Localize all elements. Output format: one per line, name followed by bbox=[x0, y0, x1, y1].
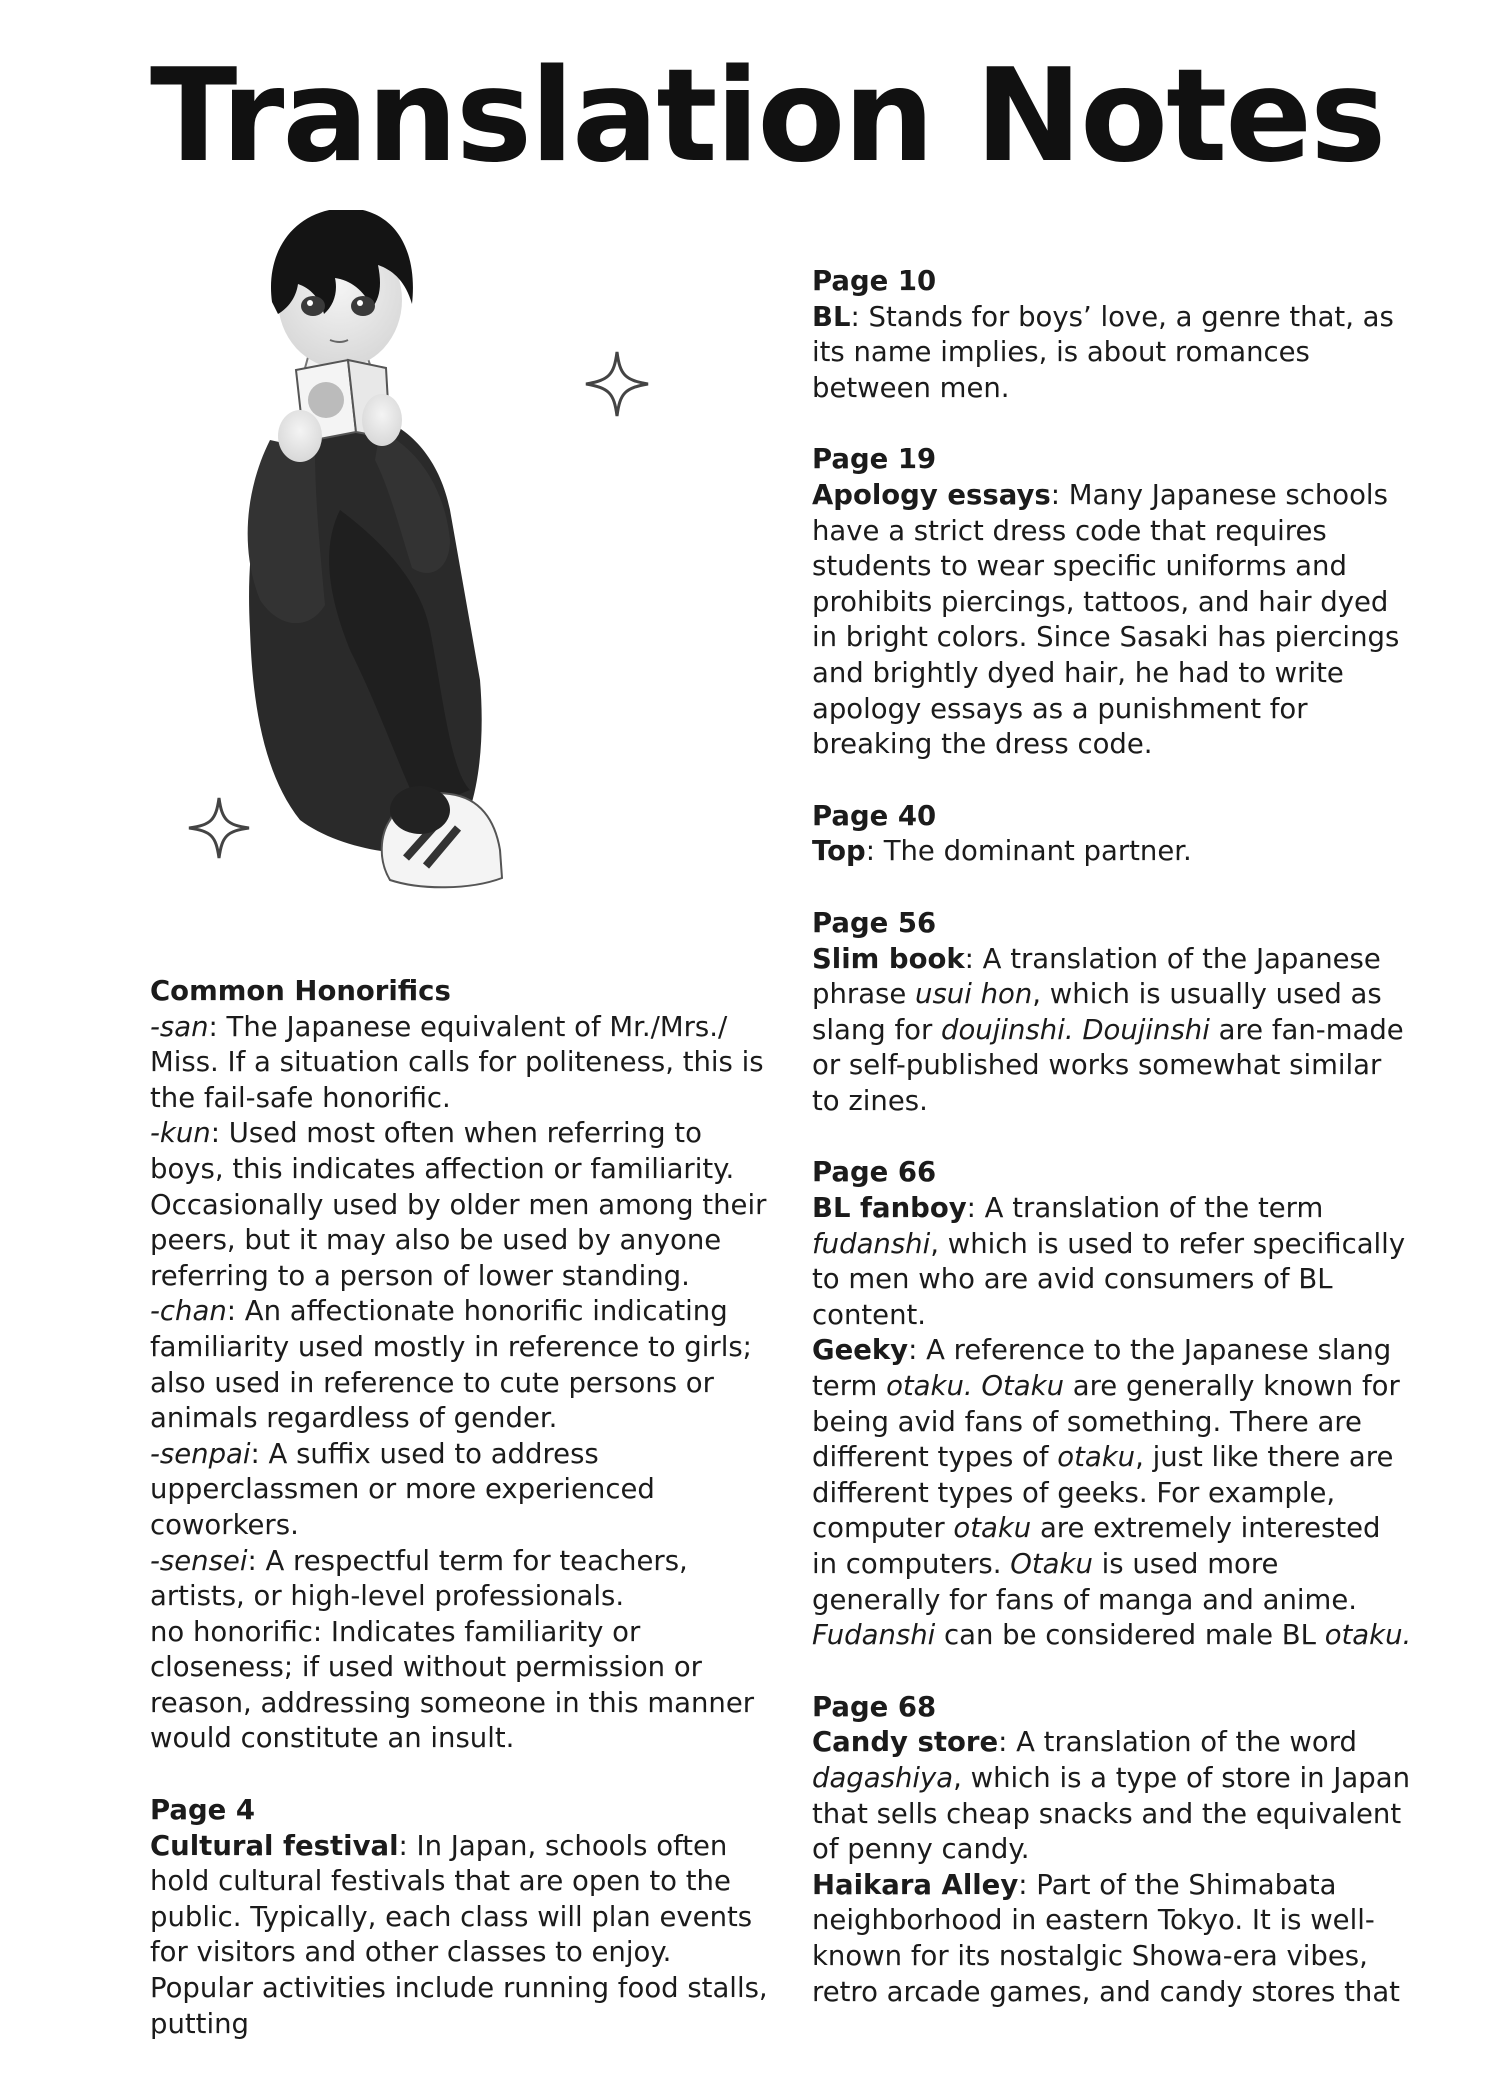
text-run: : Part of the Shimabata neighborhood in eastern Tokyo. It is well-known for its nostalgic Showa-era vibes, retro arcade games, and candy stores that bbox=[812, 1868, 1400, 2008]
text-run: : The dominant partner. bbox=[865, 835, 1192, 868]
text-run: is used more generally for fans of manga and anime. bbox=[812, 1548, 1357, 1616]
term: Haikara Alley bbox=[812, 1868, 1019, 1901]
term: BL fanboy bbox=[812, 1192, 967, 1225]
text-run: : A respectful term for teachers, artists, or high-level professionals. bbox=[150, 1544, 688, 1613]
text-run: , just like there are different types of geeks. For example, computer bbox=[812, 1441, 1394, 1545]
text-run: : A translation of the word bbox=[998, 1726, 1358, 1759]
term: Candy store bbox=[812, 1726, 999, 1759]
term: Top bbox=[812, 835, 866, 868]
note-section bbox=[812, 1690, 1412, 2010]
section-heading: Page 68 bbox=[812, 1690, 937, 1723]
text-run: are generally known for being avid fans of something. There are different types of bbox=[812, 1370, 1400, 1474]
italic-text: otaku. bbox=[1324, 1619, 1412, 1652]
note-entry bbox=[812, 478, 1412, 763]
note-entry bbox=[812, 1333, 1412, 1653]
italic-text: Fudanshi bbox=[812, 1619, 936, 1652]
note-entry bbox=[812, 1725, 1412, 1867]
section-heading: Common Honorifics bbox=[150, 975, 451, 1007]
note-section bbox=[812, 906, 1412, 1120]
text-run: no honorific: Indicates familiarity or closeness; if used without permission or reason, addressing someone in this manner would constitute an insult. bbox=[150, 1615, 755, 1755]
note-section bbox=[812, 799, 1412, 870]
text-run: can be considered male BL bbox=[935, 1619, 1325, 1652]
italic-text: Otaku bbox=[1010, 1548, 1093, 1580]
left-column bbox=[150, 974, 770, 2078]
text-run: : A translation of the Japanese phrase bbox=[812, 942, 1381, 1011]
note-entry bbox=[812, 1191, 1412, 1333]
term: BL bbox=[812, 300, 851, 333]
text-run: : Stands for boys’ love, a genre that, as its name implies, is about romances between men. bbox=[812, 300, 1394, 404]
note-entry bbox=[812, 834, 1412, 870]
section-heading: Page 66 bbox=[812, 1156, 937, 1189]
note-entry bbox=[812, 942, 1412, 1120]
text-run: : A translation of the term bbox=[966, 1192, 1324, 1225]
note-section bbox=[812, 264, 1412, 406]
italic-text: doujinshi. Doujinshi bbox=[941, 1013, 1210, 1046]
note-entry bbox=[150, 1294, 770, 1436]
text-run: : An affectionate honorific indicating familiarity used mostly in reference to girls; also used in reference to cute persons or animals regardless of gender. bbox=[150, 1295, 752, 1435]
sparkle-icon bbox=[586, 352, 648, 416]
note-entry bbox=[150, 1829, 770, 2043]
sparkle-icon bbox=[189, 798, 249, 858]
text-run: : A reference to the Japanese slang term bbox=[812, 1334, 1392, 1403]
italic-text: otaku. Otaku bbox=[886, 1370, 1064, 1403]
note-section bbox=[150, 974, 770, 1757]
right-column bbox=[812, 264, 1412, 2046]
term: Cultural festival bbox=[150, 1829, 399, 1862]
manga-boy-reading-illustration bbox=[150, 210, 670, 930]
text-run: , which is usually used as slang for bbox=[812, 978, 1382, 1046]
section-heading: Page 40 bbox=[812, 799, 937, 832]
term: Apology essays bbox=[812, 478, 1051, 511]
section-heading: Page 56 bbox=[812, 906, 937, 939]
term: Slim book bbox=[812, 942, 965, 975]
text-run: , which is a type of store in Japan that sells cheap snacks and the equivalent of penny candy. bbox=[812, 1761, 1411, 1866]
italic-text: -chan bbox=[150, 1295, 227, 1328]
text-run: : Used most often when referring to boys, this indicates affection or familiarity. Occasionally used by older men among their peers, but it may also be used by anyone referring to a person of lower standing. bbox=[150, 1117, 767, 1292]
section-heading: Page 10 bbox=[812, 265, 937, 297]
italic-text: fudanshi bbox=[812, 1227, 931, 1260]
text-run: , which is used to refer specifically to men who are avid consumers of BL content. bbox=[812, 1227, 1406, 1331]
text-run: are fan-made or self-published works somewhat similar to zines. bbox=[812, 1013, 1404, 1117]
italic-text: usui hon bbox=[915, 978, 1033, 1011]
section-heading: Page 19 bbox=[812, 443, 937, 476]
text-run: are extremely interested in computers. bbox=[812, 1512, 1381, 1580]
italic-text: -senpai bbox=[150, 1437, 251, 1470]
italic-text: -san bbox=[150, 1010, 209, 1043]
italic-text: -kun bbox=[150, 1117, 211, 1150]
italic-text: -sensei bbox=[150, 1544, 248, 1577]
italic-text: otaku bbox=[953, 1512, 1032, 1545]
note-entry bbox=[150, 1437, 770, 1544]
note-section bbox=[812, 442, 1412, 762]
text-run: : In Japan, schools often hold cultural festivals that are open to the public. Typically, each class will plan events for visitors and other classes to enjoy. Popular activities include running food stalls, putting bbox=[150, 1829, 768, 2040]
italic-text: dagashiya bbox=[812, 1761, 954, 1794]
note-entry bbox=[150, 1544, 770, 1615]
text-run: : Many Japanese schools have a strict dress code that requires students to wear specific uniforms and prohibits piercings, tattoos, and hair dyed in bright colors. Since Sasaki has piercings and brightly dyed hair, he had to write apology essays as a punishment for breaking the dress code. bbox=[812, 478, 1400, 761]
text-run: : The Japanese equivalent of Mr./Mrs./ Miss. If a situation calls for politeness, this is the fail-safe honorific. bbox=[150, 1010, 764, 1114]
note-entry bbox=[812, 300, 1412, 407]
note-entry bbox=[812, 1868, 1412, 2010]
note-section bbox=[812, 1155, 1412, 1653]
page-title: Translation Notes bbox=[150, 42, 1385, 191]
italic-text: otaku bbox=[1057, 1441, 1136, 1474]
note-entry bbox=[150, 1116, 770, 1294]
term: Geeky bbox=[812, 1334, 909, 1367]
note-entry bbox=[150, 1010, 770, 1117]
section-heading: Page 4 bbox=[150, 1794, 256, 1827]
note-section bbox=[150, 1793, 770, 2042]
note-entry bbox=[150, 1615, 770, 1757]
text-run: : A suffix used to address upperclassmen or more experienced coworkers. bbox=[150, 1437, 655, 1541]
